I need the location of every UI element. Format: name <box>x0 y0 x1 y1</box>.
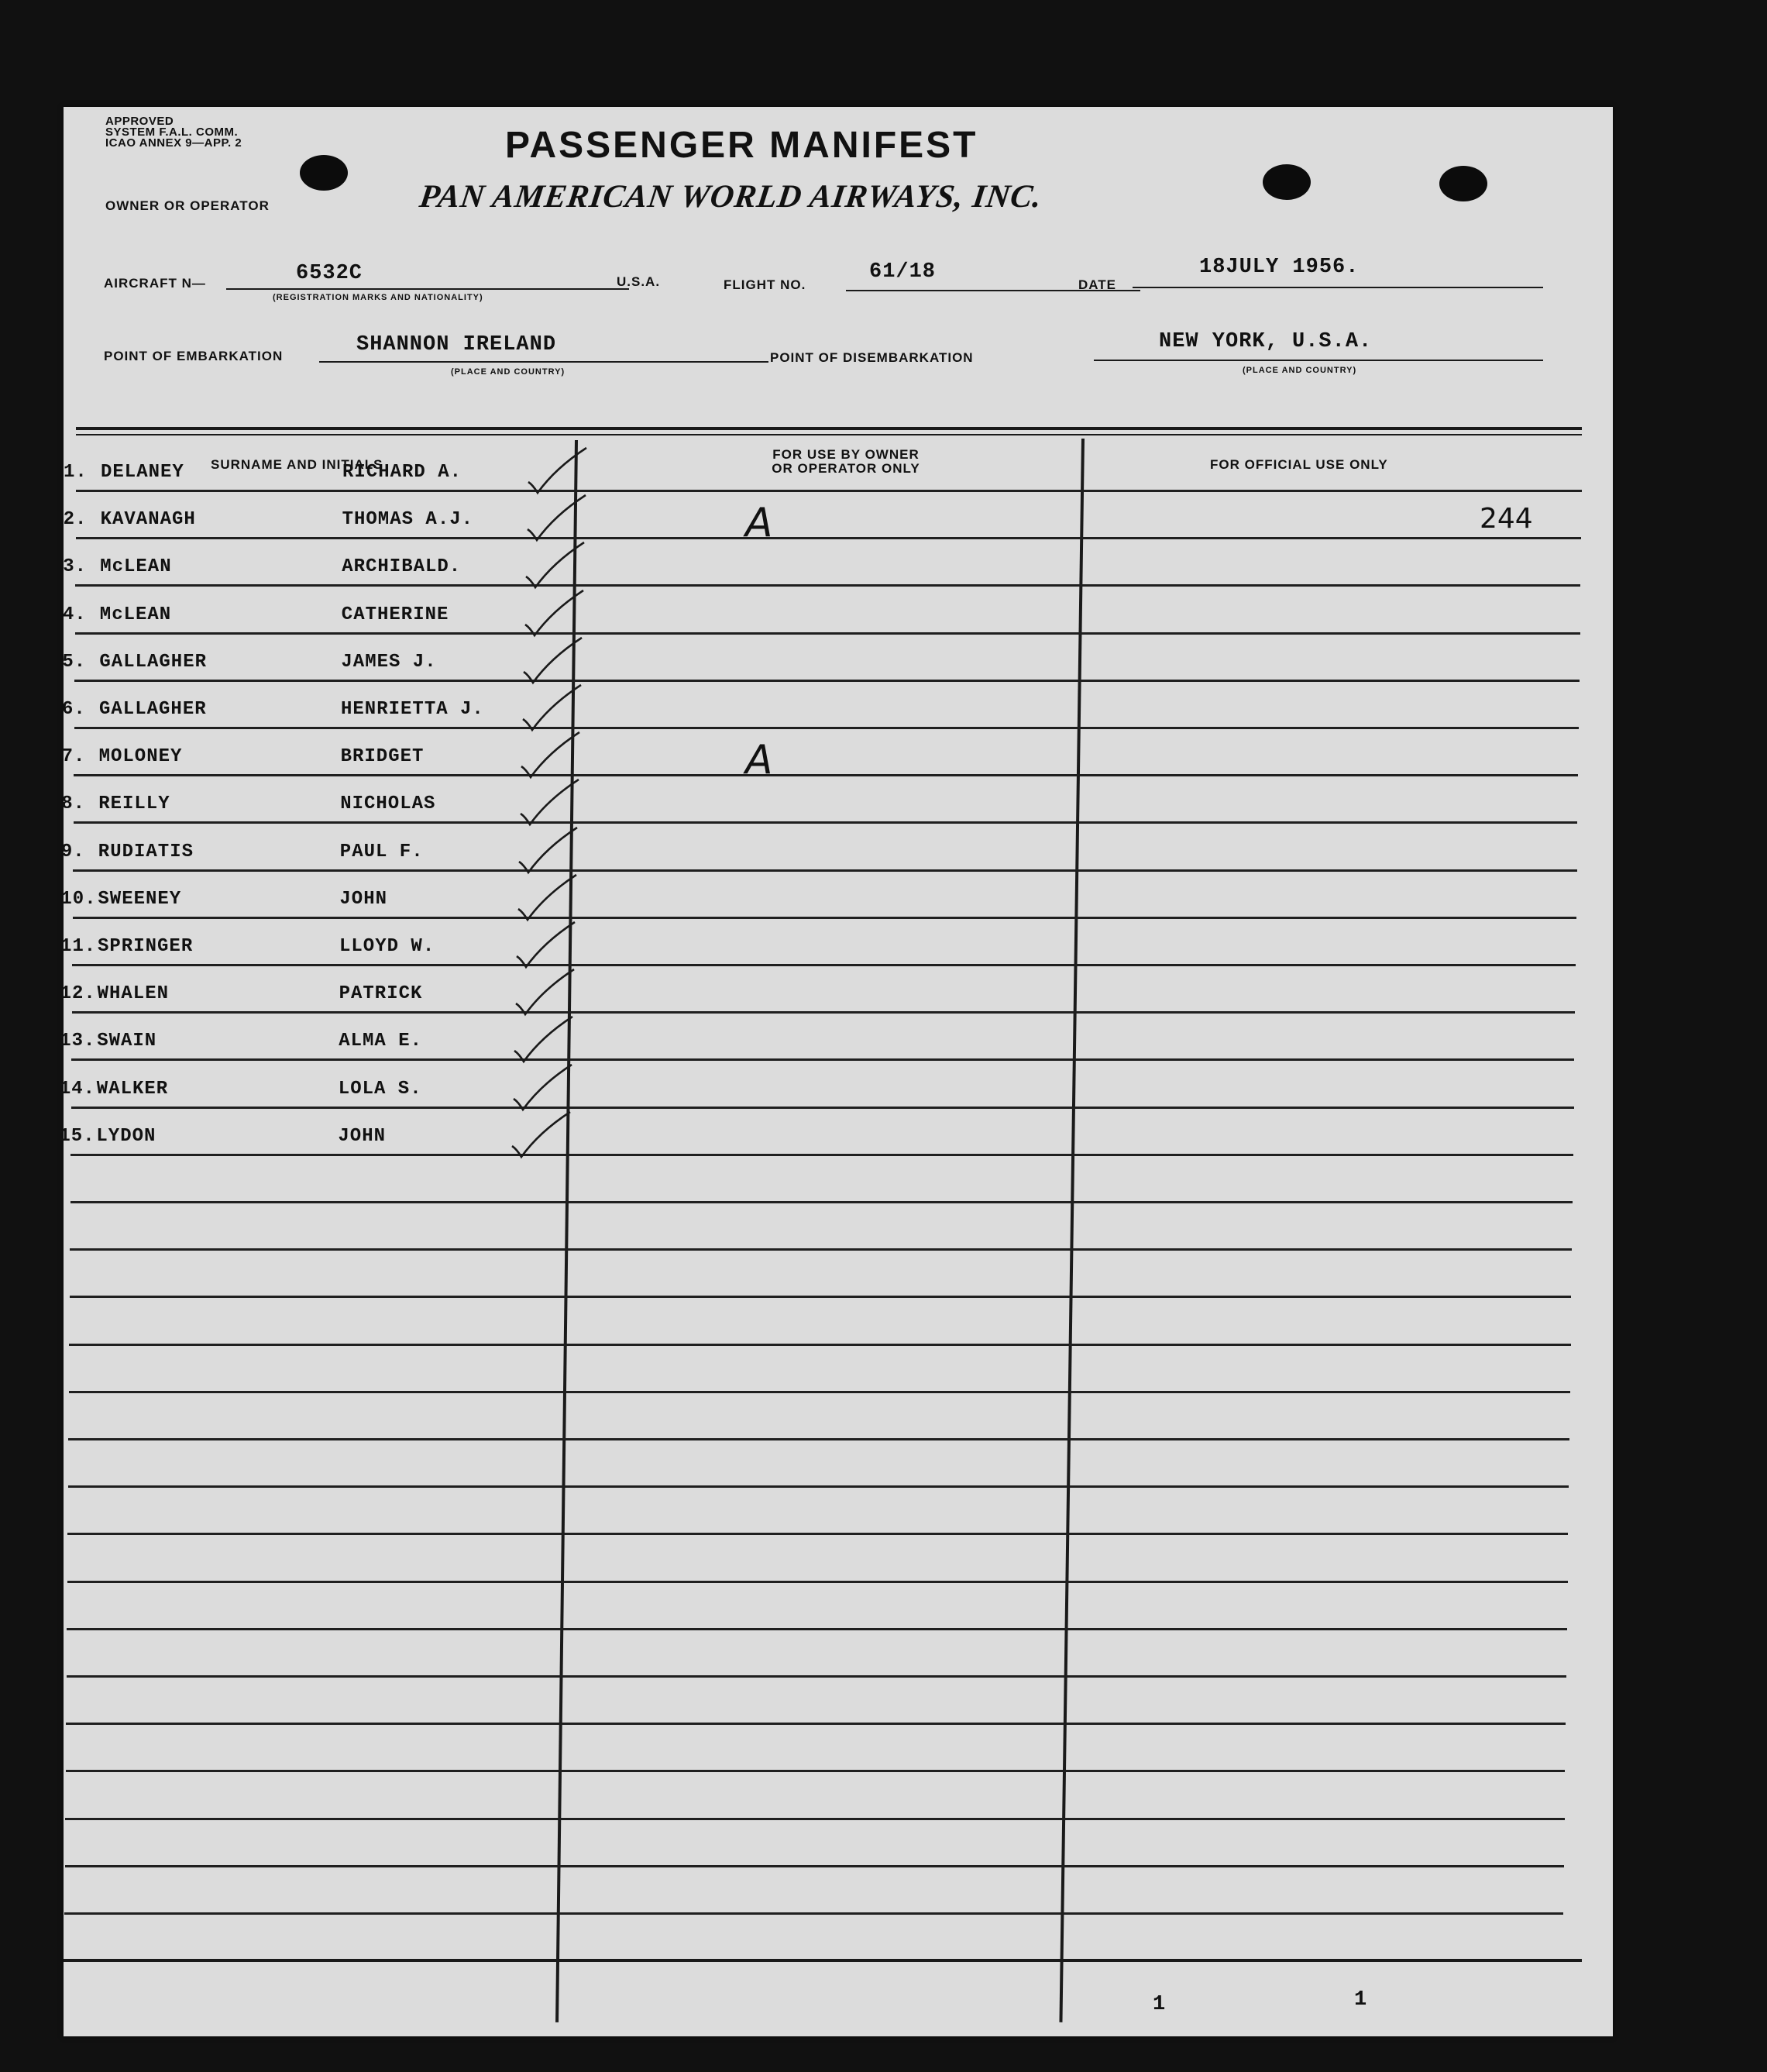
passenger-number: 15. <box>59 1125 95 1147</box>
official-note: 244 <box>1480 503 1533 535</box>
embark-sublabel: (PLACE AND COUNTRY) <box>451 367 566 377</box>
date-label: DATE <box>1078 277 1117 292</box>
header-rule <box>76 427 1582 430</box>
row-rule <box>76 537 1582 539</box>
check-mark-icon <box>511 872 580 926</box>
passenger-surname: McLEAN <box>99 604 172 625</box>
check-mark-icon <box>516 635 586 689</box>
passenger-number: 14. <box>59 1078 96 1100</box>
row-rule <box>76 490 1582 492</box>
passenger-given-names: LOLA S. <box>338 1078 422 1100</box>
row-rule <box>74 727 1580 729</box>
passenger-surname: DELANEY <box>101 462 184 483</box>
header-rule <box>76 434 1582 435</box>
passenger-number: 7. <box>61 746 86 768</box>
punch-hole <box>1263 164 1311 200</box>
row-rule <box>70 1154 1573 1156</box>
passenger-surname: GALLAGHER <box>99 651 208 673</box>
embark-value: SHANNON IRELAND <box>356 333 557 356</box>
flight-label: FLIGHT NO. <box>724 277 806 292</box>
passenger-surname: MOLONEY <box>98 746 183 768</box>
check-mark-icon <box>517 587 587 642</box>
footer-rule <box>64 1959 1582 1962</box>
check-mark-icon <box>507 1014 576 1068</box>
nationality-label: U.S.A. <box>617 274 661 289</box>
column-header-owner <box>706 448 985 476</box>
passenger-surname: KAVANAGH <box>100 509 196 531</box>
passenger-number: 11. <box>60 936 97 957</box>
passenger-number: 10. <box>60 888 97 910</box>
row-rule <box>73 869 1577 872</box>
passenger-given-names: RICHARD A. <box>342 462 462 483</box>
row-rule <box>68 1485 1569 1488</box>
row-rule <box>65 1818 1565 1820</box>
passenger-surname: WHALEN <box>97 983 170 1005</box>
row-rule <box>71 1107 1574 1109</box>
embark-label: POINT OF EMBARKATION <box>104 349 284 363</box>
row-rule <box>74 821 1578 824</box>
passenger-given-names: HENRIETTA J. <box>341 699 484 720</box>
row-rule <box>70 1248 1572 1251</box>
punch-hole <box>1439 166 1487 201</box>
manifest-sheet <box>59 107 1613 2036</box>
passenger-number: 2. <box>63 509 88 531</box>
check-mark-icon <box>514 729 583 783</box>
check-mark-icon <box>515 682 585 736</box>
row-rule <box>66 1723 1566 1725</box>
passenger-given-names: JAMES J. <box>341 651 437 673</box>
row-rule <box>73 917 1576 919</box>
row-rule <box>66 1770 1566 1772</box>
column-header-names: SURNAME AND INITIALS <box>211 457 383 472</box>
check-mark-icon <box>513 776 583 831</box>
row-rule <box>67 1628 1567 1630</box>
embark-underline <box>319 361 768 363</box>
passenger-given-names: NICHOLAS <box>340 793 436 815</box>
aircraft-label: AIRCRAFT N— <box>104 276 206 291</box>
approval-line: SYSTEM F.A.L. COMM. <box>105 126 239 139</box>
passenger-given-names: PATRICK <box>339 983 423 1005</box>
check-mark-icon <box>518 539 588 594</box>
passenger-surname: WALKER <box>96 1078 169 1100</box>
row-rule <box>70 1201 1573 1203</box>
passenger-given-names: PAUL F. <box>339 841 424 862</box>
row-rule <box>70 1296 1572 1298</box>
row-rule <box>72 1011 1576 1014</box>
passenger-surname: LYDON <box>96 1125 156 1147</box>
aircraft-value: 6532C <box>296 262 363 285</box>
disembark-sublabel: (PLACE AND COUNTRY) <box>1243 366 1357 375</box>
column-header-official: FOR OFFICIAL USE ONLY <box>1210 457 1388 472</box>
row-rule <box>67 1533 1568 1535</box>
passenger-given-names: BRIDGET <box>340 746 425 768</box>
owner-mark: A <box>745 500 773 547</box>
passenger-given-names: LLOYD W. <box>339 936 435 957</box>
passenger-number: 1. <box>64 462 88 483</box>
page-title: PASSENGER MANIFEST <box>505 125 978 166</box>
passenger-given-names: JOHN <box>338 1125 386 1147</box>
disembark-underline <box>1094 360 1543 361</box>
passenger-given-names: ARCHIBALD. <box>342 556 462 578</box>
date-value: 18JULY 1956. <box>1199 256 1360 279</box>
check-mark-icon <box>509 919 579 973</box>
owner-mark: A <box>745 737 773 784</box>
row-rule <box>67 1675 1567 1678</box>
passenger-given-names: CATHERINE <box>341 604 449 625</box>
passenger-surname: GALLAGHER <box>99 699 207 720</box>
page-total: 1 <box>1354 1988 1367 2012</box>
check-mark-icon <box>511 824 581 879</box>
column-header-owner-line: FOR USE BY OWNER <box>772 447 920 462</box>
passenger-given-names: ALMA E. <box>339 1031 423 1052</box>
passenger-number: 13. <box>60 1031 96 1052</box>
passenger-number: 6. <box>62 699 86 720</box>
aircraft-underline <box>226 288 629 290</box>
passenger-number: 5. <box>62 651 87 673</box>
passenger-surname: REILLY <box>98 793 170 815</box>
passenger-surname: SPRINGER <box>98 936 194 957</box>
column-divider <box>1059 439 1085 2022</box>
row-rule <box>71 1058 1574 1061</box>
passenger-number: 8. <box>61 793 86 815</box>
column-header-owner-line: OR OPERATOR ONLY <box>772 461 920 476</box>
row-rule <box>72 964 1576 966</box>
passenger-surname: RUDIATIS <box>98 841 194 862</box>
page-number: 1 <box>1153 1993 1166 2016</box>
aircraft-sublabel: (REGISTRATION MARKS AND NATIONALITY) <box>273 293 483 302</box>
row-rule <box>74 774 1578 776</box>
disembark-value: NEW YORK, U.S.A. <box>1159 330 1373 353</box>
passenger-number: 4. <box>62 604 87 625</box>
flight-value: 61/18 <box>869 260 937 284</box>
check-mark-icon <box>520 492 590 546</box>
row-rule <box>69 1391 1570 1393</box>
disembark-label: POINT OF DISEMBARKATION <box>770 350 974 365</box>
passenger-number: 9. <box>60 841 85 862</box>
approval-note <box>105 116 242 149</box>
row-rule <box>75 584 1580 587</box>
airline-name: PAN AMERICAN WORLD AIRWAYS, INC. <box>417 179 1045 215</box>
row-rule <box>74 680 1580 682</box>
row-rule <box>68 1438 1569 1440</box>
passenger-number: 12. <box>60 983 96 1005</box>
check-mark-icon <box>504 1109 574 1163</box>
row-rule <box>65 1865 1564 1867</box>
check-mark-icon <box>506 1062 576 1116</box>
date-underline <box>1133 287 1543 288</box>
row-rule <box>75 632 1580 635</box>
approval-line: ICAO ANNEX 9—APP. 2 <box>105 136 242 150</box>
check-mark-icon <box>521 445 590 499</box>
passenger-surname: SWAIN <box>97 1031 157 1052</box>
owner-label: OWNER OR OPERATOR <box>105 198 270 213</box>
passenger-given-names: JOHN <box>339 888 387 910</box>
row-rule <box>67 1581 1568 1583</box>
passenger-number: 3. <box>63 556 88 578</box>
passenger-given-names: THOMAS A.J. <box>342 509 474 531</box>
punch-hole <box>300 155 348 191</box>
row-rule <box>69 1344 1571 1346</box>
row-rule <box>64 1912 1563 1915</box>
approval-line: APPROVED <box>105 115 174 128</box>
passenger-surname: McLEAN <box>100 556 172 578</box>
passenger-surname: SWEENEY <box>98 888 182 910</box>
check-mark-icon <box>508 966 578 1021</box>
